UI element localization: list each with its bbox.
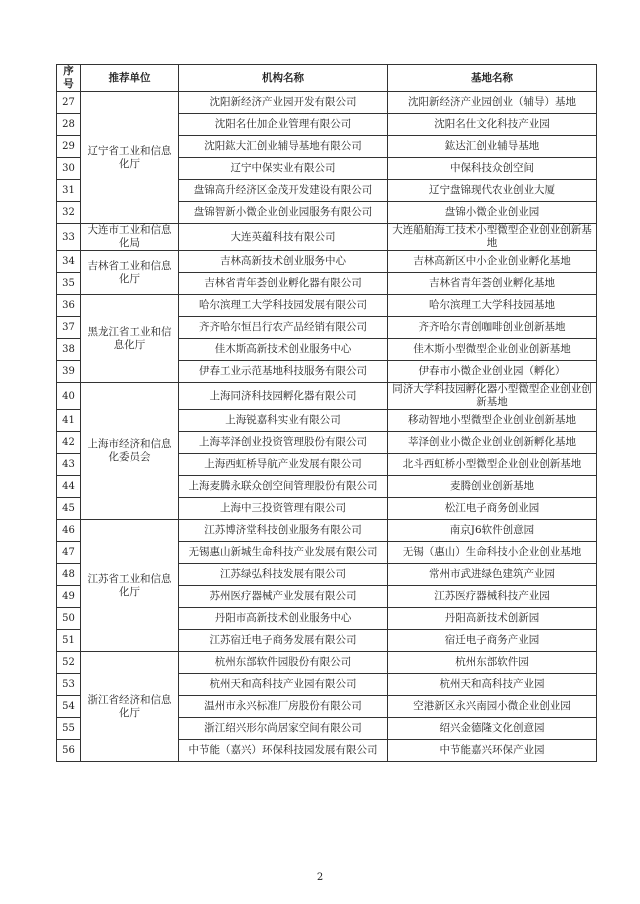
header-unit: 推荐单位 <box>81 65 179 92</box>
organization-name-cell: 丹阳市高新技术创业服务中心 <box>179 608 388 630</box>
row-index-cell: 52 <box>57 652 81 674</box>
organization-name-cell: 上海西虹桥导航产业发展有限公司 <box>179 454 388 476</box>
row-index-cell: 36 <box>57 295 81 317</box>
row-index-cell: 42 <box>57 432 81 454</box>
table-row <box>57 383 597 410</box>
base-name-cell: 盘锦小微企业创业园 <box>388 202 597 224</box>
row-index-cell: 34 <box>57 251 81 273</box>
row-index-cell: 29 <box>57 136 81 158</box>
row-index-cell: 50 <box>57 608 81 630</box>
base-name-cell: 佳木斯小型微型企业创业创新基地 <box>388 339 597 361</box>
recommending-unit-cell: 辽宁省工业和信息化厅 <box>81 92 179 224</box>
row-index-cell: 27 <box>57 92 81 114</box>
organization-name-cell: 杭州东部软件园股份有限公司 <box>179 652 388 674</box>
organization-name-cell: 伊春工业示范基地科技服务有限公司 <box>179 361 388 383</box>
row-index-cell: 41 <box>57 410 81 432</box>
recommending-unit-cell: 上海市经济和信息化委员会 <box>81 383 179 520</box>
table-row <box>57 251 597 273</box>
incubator-base-table <box>56 64 597 762</box>
base-name-cell: 吉林高新区中小企业创业孵化基地 <box>388 251 597 273</box>
organization-name-cell: 吉林高新技术创业服务中心 <box>179 251 388 273</box>
base-name-cell: 宿迁电子商务产业园 <box>388 630 597 652</box>
table-row <box>57 520 597 542</box>
row-index-cell: 53 <box>57 674 81 696</box>
row-index-cell: 28 <box>57 114 81 136</box>
row-index-cell: 32 <box>57 202 81 224</box>
organization-name-cell: 中节能（嘉兴）环保科技园发展有限公司 <box>179 740 388 762</box>
organization-name-cell: 辽宁中保实业有限公司 <box>179 158 388 180</box>
base-name-cell: 大连船舶海工技术小型微型企业创业创新基地 <box>388 224 597 251</box>
row-index-cell: 49 <box>57 586 81 608</box>
table-header <box>57 65 597 92</box>
organization-name-cell: 沈阳名仕加企业管理有限公司 <box>179 114 388 136</box>
recommending-unit-cell: 江苏省工业和信息化厅 <box>81 520 179 652</box>
organization-name-cell: 上海锐嘉科实业有限公司 <box>179 410 388 432</box>
base-name-cell: 吉林省青年荟创业孵化基地 <box>388 273 597 295</box>
organization-name-cell: 江苏博济堂科技创业服务有限公司 <box>179 520 388 542</box>
row-index-cell: 33 <box>57 224 81 251</box>
base-name-cell: 无锡（惠山）生命科技小企业创业基地 <box>388 542 597 564</box>
base-name-cell: 辽宁盘锦现代农业创业大厦 <box>388 180 597 202</box>
base-name-cell: 杭州东部软件园 <box>388 652 597 674</box>
row-index-cell: 37 <box>57 317 81 339</box>
table-row <box>57 295 597 317</box>
recommending-unit-cell: 浙江省经济和信息化厅 <box>81 652 179 762</box>
base-name-cell: 哈尔滨理工大学科技园基地 <box>388 295 597 317</box>
row-index-cell: 31 <box>57 180 81 202</box>
base-name-cell: 南京J6软件创意园 <box>388 520 597 542</box>
recommending-unit-cell: 黑龙江省工业和信息化厅 <box>81 295 179 383</box>
organization-name-cell: 吉林省青年荟创业孵化器有限公司 <box>179 273 388 295</box>
header-org: 机构名称 <box>179 65 388 92</box>
base-name-cell: 莘泽创业小微企业创业创新孵化基地 <box>388 432 597 454</box>
base-name-cell: 江苏医疗器械科技产业园 <box>388 586 597 608</box>
base-name-cell: 麦腾创业创新基地 <box>388 476 597 498</box>
row-index-cell: 40 <box>57 383 81 410</box>
organization-name-cell: 沈阳鈜大汇创业辅导基地有限公司 <box>179 136 388 158</box>
recommending-unit-cell: 大连市工业和信息化局 <box>81 224 179 251</box>
organization-name-cell: 江苏宿迁电子商务发展有限公司 <box>179 630 388 652</box>
organization-name-cell: 江苏绿弘科技发展有限公司 <box>179 564 388 586</box>
row-index-cell: 56 <box>57 740 81 762</box>
organization-name-cell: 大连英蕴科技有限公司 <box>179 224 388 251</box>
table-row <box>57 652 597 674</box>
organization-name-cell: 无锡惠山新城生命科技产业发展有限公司 <box>179 542 388 564</box>
organization-name-cell: 盘锦智新小微企业创业园服务有限公司 <box>179 202 388 224</box>
organization-name-cell: 杭州天和高科技产业园有限公司 <box>179 674 388 696</box>
row-index-cell: 39 <box>57 361 81 383</box>
row-index-cell: 44 <box>57 476 81 498</box>
base-name-cell: 沈阳名仕文化科技产业园 <box>388 114 597 136</box>
row-index-cell: 45 <box>57 498 81 520</box>
organization-name-cell: 盘锦高升经济区金茂开发建设有限公司 <box>179 180 388 202</box>
base-name-cell: 鈜达汇创业辅导基地 <box>388 136 597 158</box>
organization-name-cell: 沈阳新经济产业园开发有限公司 <box>179 92 388 114</box>
row-index-cell: 46 <box>57 520 81 542</box>
recommending-unit-cell: 吉林省工业和信息化厅 <box>81 251 179 295</box>
row-index-cell: 47 <box>57 542 81 564</box>
row-index-cell: 38 <box>57 339 81 361</box>
row-index-cell: 51 <box>57 630 81 652</box>
row-index-cell: 30 <box>57 158 81 180</box>
base-name-cell: 杭州天和高科技产业园 <box>388 674 597 696</box>
table-row <box>57 224 597 251</box>
header-index: 序号 <box>57 65 81 92</box>
row-index-cell: 43 <box>57 454 81 476</box>
organization-name-cell: 上海中三投资管理有限公司 <box>179 498 388 520</box>
table-row <box>57 92 597 114</box>
organization-name-cell: 上海同济科技园孵化器有限公司 <box>179 383 388 410</box>
organization-name-cell: 上海麦腾永联众创空间管理股份有限公司 <box>179 476 388 498</box>
base-name-cell: 中保科技众创空间 <box>388 158 597 180</box>
row-index-cell: 54 <box>57 696 81 718</box>
base-name-cell: 丹阳高新技术创新园 <box>388 608 597 630</box>
base-name-cell: 沈阳新经济产业园创业（辅导）基地 <box>388 92 597 114</box>
row-index-cell: 55 <box>57 718 81 740</box>
organization-name-cell: 佳木斯高新技术创业服务中心 <box>179 339 388 361</box>
base-name-cell: 同济大学科技园孵化器小型微型企业创业创新基地 <box>388 383 597 410</box>
table-body <box>57 92 597 762</box>
page-number: 2 <box>316 872 324 883</box>
header-base: 基地名称 <box>388 65 597 92</box>
base-name-cell: 伊春市小微企业创业园（孵化） <box>388 361 597 383</box>
row-index-cell: 35 <box>57 273 81 295</box>
base-name-cell: 齐齐哈尔青创咖啡创业创新基地 <box>388 317 597 339</box>
organization-name-cell: 苏州医疗器械产业发展有限公司 <box>179 586 388 608</box>
organization-name-cell: 齐齐哈尔恒吕行农产品经销有限公司 <box>179 317 388 339</box>
base-name-cell: 常州市武进绿色建筑产业园 <box>388 564 597 586</box>
base-name-cell: 中节能嘉兴环保产业园 <box>388 740 597 762</box>
base-name-cell: 移动智地小型微型企业创业创新基地 <box>388 410 597 432</box>
header-row <box>57 65 597 92</box>
base-name-cell: 北斗西虹桥小型微型企业创业创新基地 <box>388 454 597 476</box>
base-name-cell: 空港新区永兴南园小微企业创业园 <box>388 696 597 718</box>
base-name-cell: 绍兴金德隆文化创意园 <box>388 718 597 740</box>
base-name-cell: 松江电子商务创业园 <box>388 498 597 520</box>
organization-name-cell: 浙江绍兴形尔尚居家空间有限公司 <box>179 718 388 740</box>
organization-name-cell: 上海莘泽创业投资管理股份有限公司 <box>179 432 388 454</box>
row-index-cell: 48 <box>57 564 81 586</box>
organization-name-cell: 哈尔滨理工大学科技园发展有限公司 <box>179 295 388 317</box>
organization-name-cell: 温州市永兴标准厂房股份有限公司 <box>179 696 388 718</box>
